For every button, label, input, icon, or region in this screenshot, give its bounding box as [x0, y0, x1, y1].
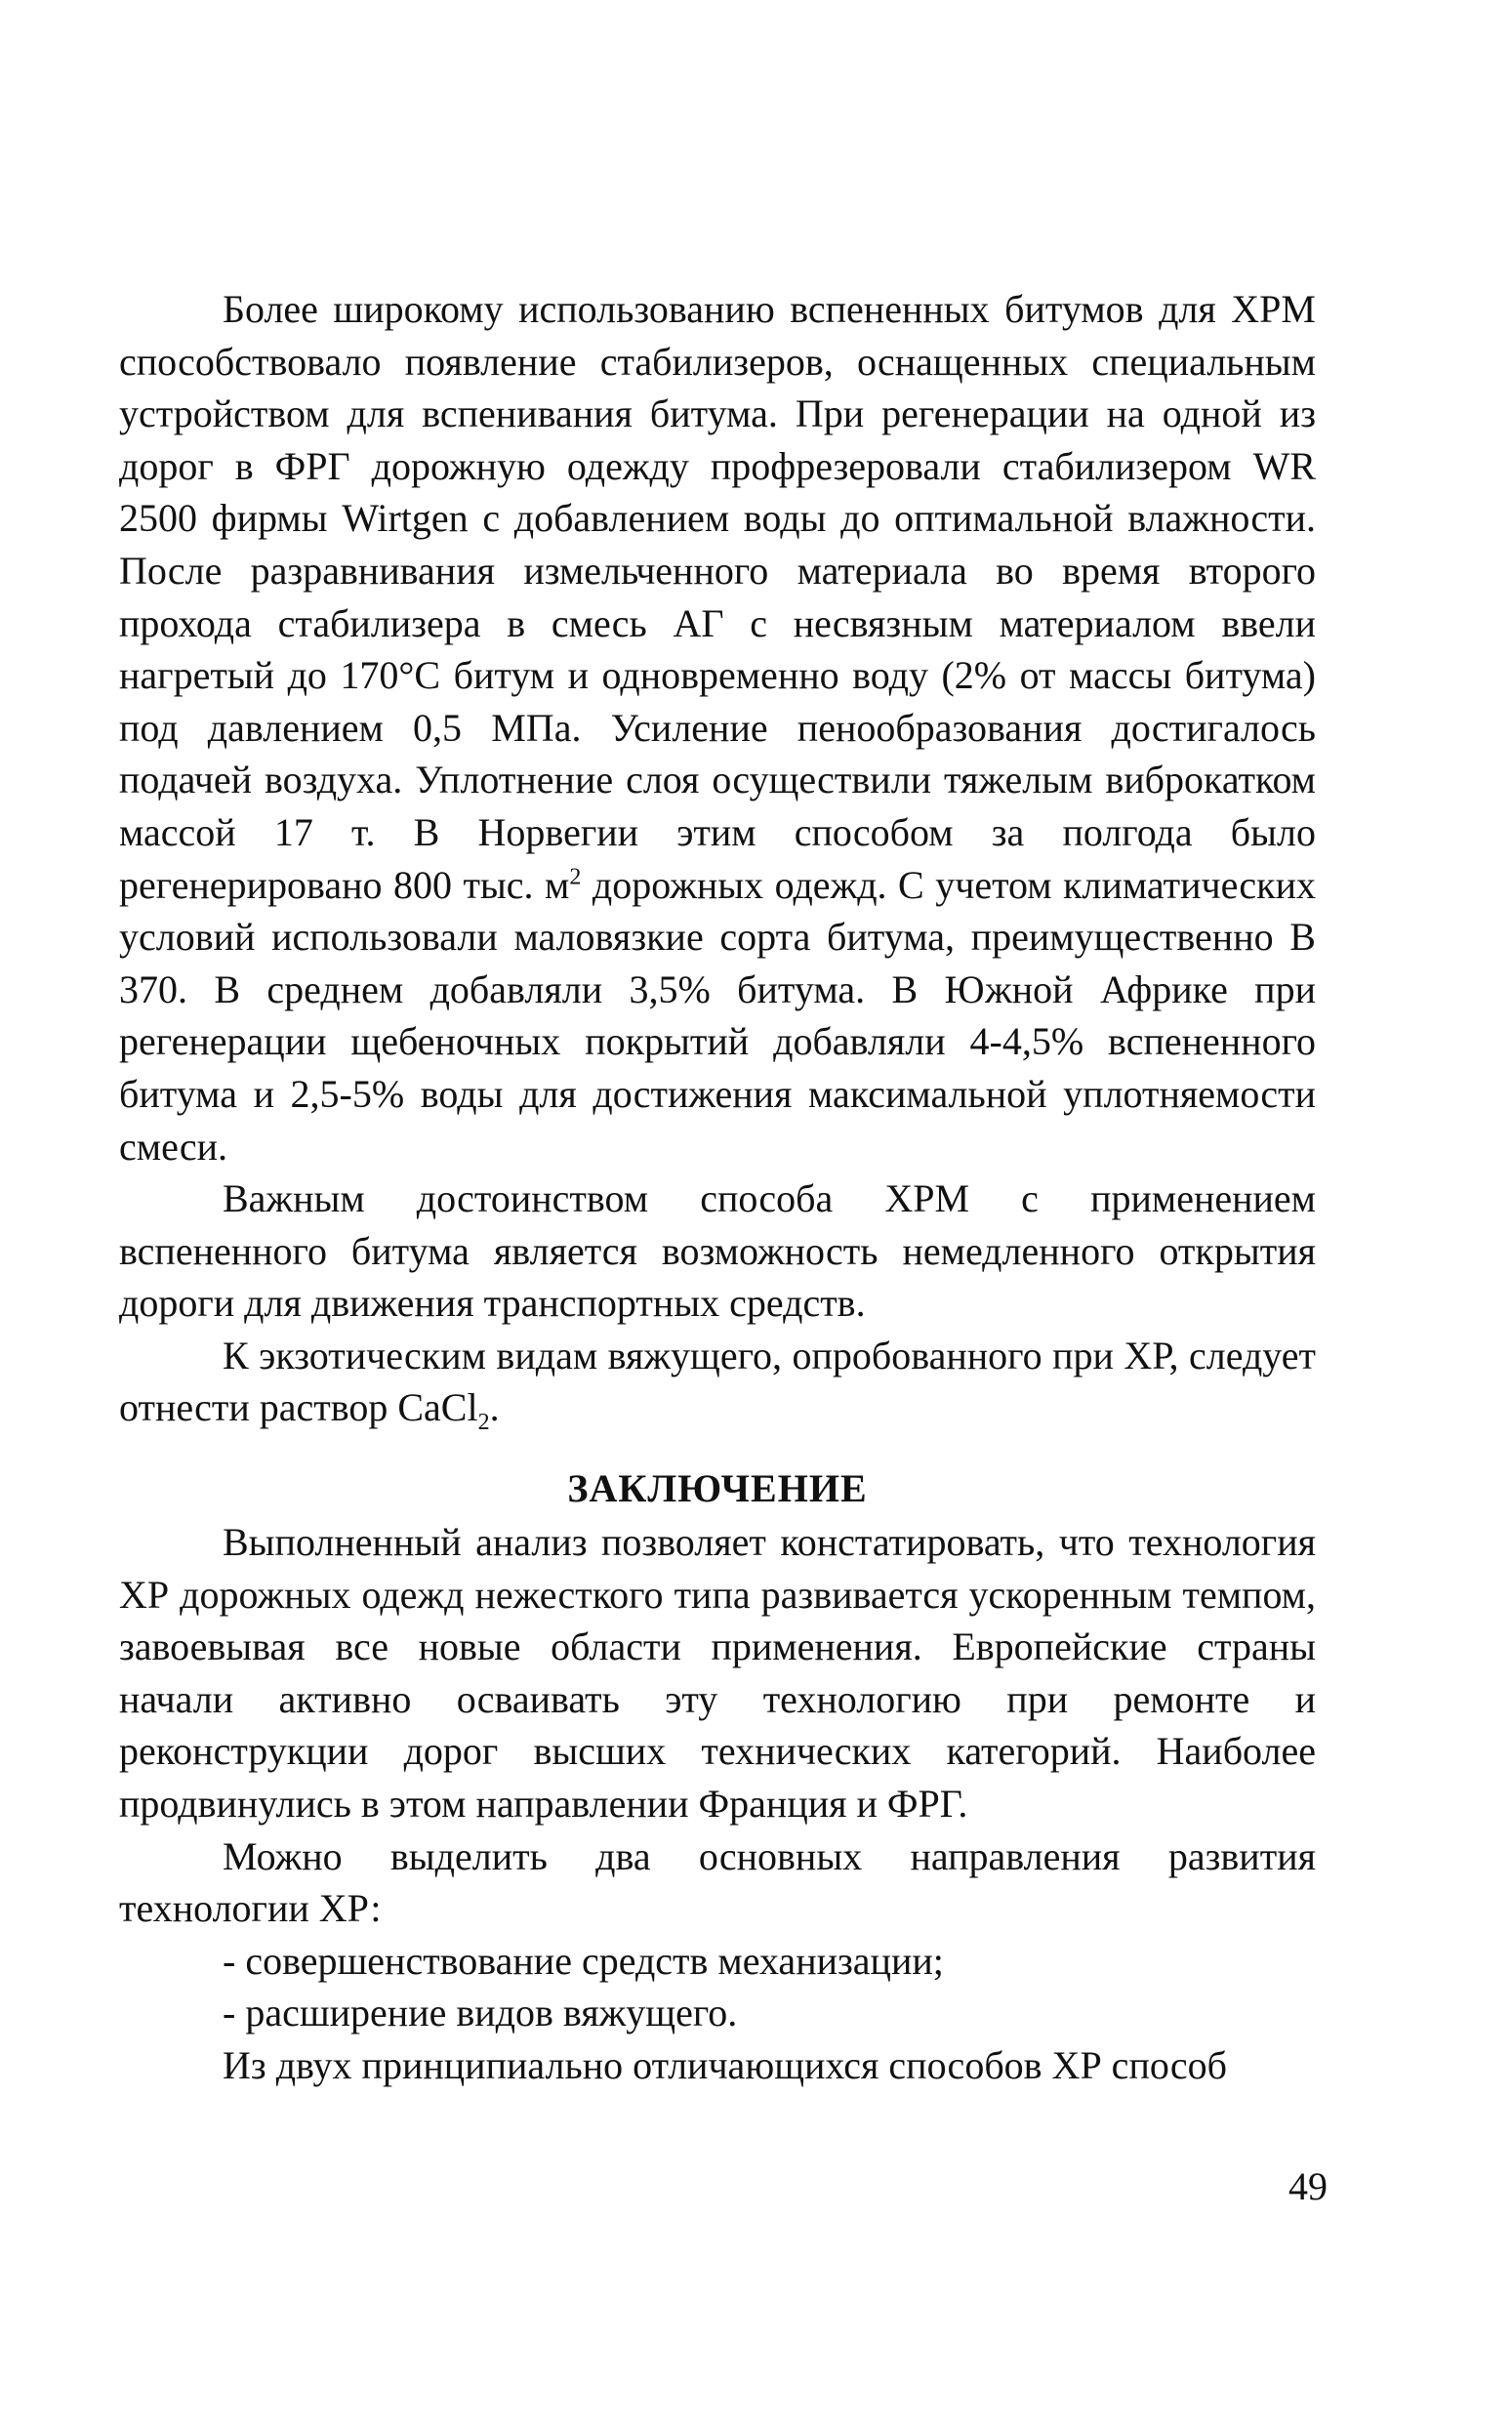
paragraph-advantage: Важным достоинством способа ХРМ с применением вспененного битума является возможность немедленного открытия дороги для движения транспортных средств. — [119, 1176, 1316, 1326]
paragraph-text: Более широкому использованию вспененных битумов для ХРМ способствовало появление стабилизеров, оснащенных специальным устройством для вспенивания битума. При регенерации на одной из дорог в ФРГ дорожную одежду профрезеровали стабилизером WR 2500 фирмы Wirtgen с добавлением воды до оптимальной влажности. После разравнивания измельченного материала во время второго прохода стабилизера в смесь АГ с несвязным материалом ввели нагретый до 170°С битум и одновременно воду (2% от массы битума) под давлением 0,5 МПа. Усиление пенообразования достигалось подачей воздуха. Уплотнение слоя осуществили тяжелым виброкатком массой 17 т. В Норвегии этим способом за полгода было регенерировано 800 тыс. м — [119, 287, 1316, 907]
list-item: - совершенствование средств механизации; — [223, 1938, 944, 1983]
paragraph-conclusion: Выполненный анализ позволяет констатировать, что технология ХР дорожных одежд нежесткого типа развивается ускоренным темпом, завоевывая все новые области применения. Европейские страны начали активно осваивать эту технологию при ремонте и реконструкции дорог высших технических категорий. Наиболее продвинулись в этом направлении Франция и ФРГ. — [119, 1520, 1316, 1827]
page-number: 49 — [1288, 2164, 1328, 2208]
paragraph-continuation: Из двух принципиально отличающихся способов ХР способ — [223, 2043, 1227, 2087]
paragraph-text: К экзотическим видам вяжущего, опробованного при ХР, следует отнести раствор CaCl — [119, 1333, 1316, 1430]
paragraph-directions: Можно выделить два основных направления развития технологии ХР: — [119, 1833, 1316, 1931]
list-item: - расширение видов вяжущего. — [223, 1991, 738, 2035]
subscript: 2 — [477, 1410, 490, 1436]
paragraph-foamed-bitumen — [119, 283, 1316, 1172]
page-body — [119, 283, 1316, 2092]
paragraph-text: . — [489, 1385, 500, 1430]
section-heading: ЗАКЛЮЧЕНИЕ — [567, 1466, 868, 1511]
paragraph-exotic-binders — [119, 1330, 1316, 1434]
superscript: 2 — [569, 864, 582, 890]
paragraph-text: дорожных одежд. С учетом климатических условий использовали маловязкие сорта битума, преимущественно В 370. В среднем добавляли 3,5% битума. В Южной Африке при регенерации щебеночных покрытий добавляли 4-4,5% вспененного битума и 2,5-5% воды для достижения максимальной уплотняемости смеси. — [119, 862, 1316, 1169]
